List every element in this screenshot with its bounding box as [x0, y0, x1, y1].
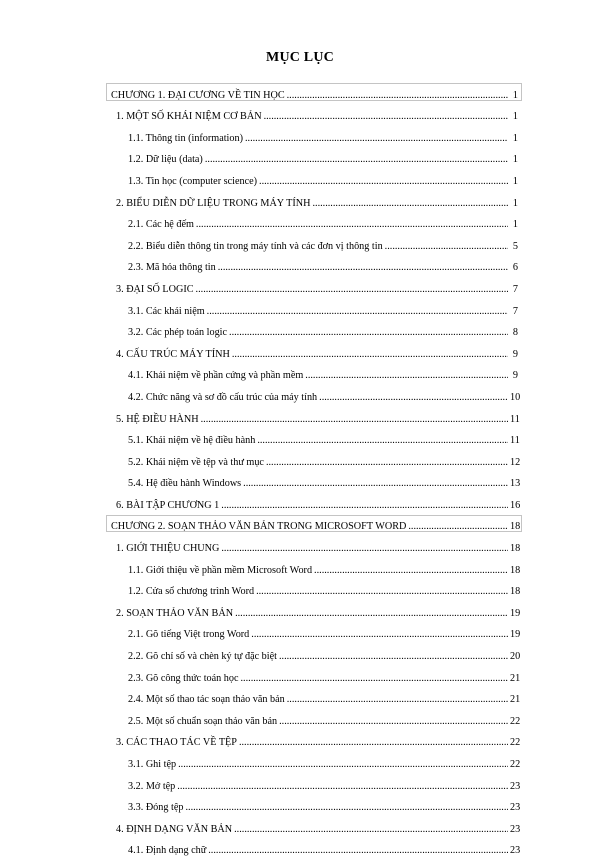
toc-page-number: 12: [510, 456, 521, 468]
toc-subsection-entry[interactable]: [0, 166, 600, 188]
toc-entry-text: 2.5. Một số chuẩn soạn thảo văn bản: [128, 715, 278, 727]
toc-section-entry[interactable]: [0, 814, 600, 836]
toc-entry-text: 1.1. Thông tin (information): [128, 132, 243, 144]
dot-leader: [235, 608, 508, 620]
toc-subsection-entry[interactable]: [0, 836, 600, 857]
dot-leader: [279, 716, 508, 728]
table-of-contents: [0, 80, 600, 857]
dot-leader: [245, 133, 508, 145]
toc-subsection-entry[interactable]: [0, 749, 600, 771]
toc-page-number: 22: [510, 759, 521, 770]
toc-subsection-entry[interactable]: [0, 771, 600, 793]
toc-page-number: 8: [512, 327, 518, 339]
toc-page-number: 16: [510, 499, 521, 511]
toc-subsection-entry[interactable]: [0, 231, 600, 253]
dot-leader: [221, 543, 508, 555]
dot-leader: [257, 435, 508, 447]
dot-leader: [279, 651, 508, 663]
toc-entry-text: 6. BÀI TẬP CHƯƠNG 1: [116, 499, 220, 511]
toc-page-number: 5: [512, 240, 518, 252]
toc-entry-text: 5.2. Khái niệm về tệp và thư mục: [128, 456, 264, 468]
toc-entry-text: CHƯƠNG 1. ĐẠI CƯƠNG VỀ TIN HỌC: [111, 89, 285, 101]
dot-leader: [208, 845, 508, 857]
toc-section-entry[interactable]: [0, 102, 600, 124]
toc-subsection-entry[interactable]: [0, 663, 600, 685]
toc-page-number: 23: [510, 845, 521, 857]
toc-section-entry[interactable]: [0, 598, 600, 620]
toc-entry-text: 3.2. Các phép toán logic: [128, 327, 228, 339]
toc-entry-text: 1. GIỚI THIỆU CHUNG: [116, 543, 220, 555]
dot-leader: [266, 457, 508, 469]
toc-entry-text: 1.2. Cửa sổ chương trình Word: [128, 586, 255, 598]
toc-entry-text: 2. BIỂU DIỄN DỮ LIỆU TRONG MÁY TÍNH: [116, 197, 311, 209]
dot-leader: [256, 586, 508, 598]
toc-page-number: 1: [512, 89, 518, 101]
dot-leader: [259, 176, 508, 188]
toc-entry-text: 2. SOẠN THẢO VĂN BẢN: [116, 607, 234, 619]
toc-page-number: 1: [512, 219, 518, 231]
toc-page-number: 23: [510, 802, 521, 814]
dot-leader: [185, 802, 508, 814]
toc-section-entry[interactable]: [0, 404, 600, 426]
toc-page-number: 20: [510, 651, 521, 663]
toc-page-number: 19: [510, 607, 521, 619]
dot-leader: [221, 500, 508, 512]
toc-subsection-entry[interactable]: [0, 382, 600, 404]
toc-entry-text: 5.1. Khái niệm về hệ điều hành: [128, 435, 256, 447]
toc-subsection-entry[interactable]: [0, 641, 600, 663]
toc-page-number: 9: [512, 370, 518, 382]
toc-page-number: 11: [510, 435, 520, 447]
toc-entry-text: 3.1. Các khái niệm: [128, 305, 205, 317]
dot-leader: [408, 521, 508, 533]
toc-entry-text: 4.1. Định dạng chữ: [128, 845, 207, 857]
dot-leader: [196, 284, 508, 296]
toc-page-number: 18: [510, 586, 521, 598]
dot-leader: [305, 370, 508, 382]
dot-leader: [232, 349, 508, 361]
toc-chapter-entry[interactable]: [0, 80, 600, 102]
dot-leader: [314, 565, 508, 577]
dot-leader: [312, 198, 508, 210]
toc-entry-text: 4.2. Chức năng và sơ đồ cấu trúc của máy tính: [128, 391, 318, 403]
dot-leader: [241, 673, 509, 685]
toc-subsection-entry[interactable]: [0, 426, 600, 448]
toc-subsection-entry[interactable]: [0, 685, 600, 707]
dot-leader: [207, 306, 508, 318]
toc-entry-text: 1.1. Giới thiệu về phần mềm Microsoft Word: [128, 564, 313, 576]
toc-subsection-entry[interactable]: [0, 706, 600, 728]
toc-page-number: 22: [510, 737, 521, 749]
toc-section-entry[interactable]: [0, 728, 600, 750]
toc-subsection-entry[interactable]: [0, 253, 600, 275]
toc-entry-text: 1. MỘT SỐ KHÁI NIỆM CƠ BẢN: [116, 111, 262, 123]
toc-entry-text: 2.2. Gõ chỉ số và chèn ký tự đặc biệt: [128, 651, 277, 663]
toc-entry-text: 2.1. Gõ tiếng Việt trong Word: [128, 629, 250, 641]
toc-page-number: 7: [512, 305, 518, 317]
dot-leader: [251, 629, 508, 641]
toc-section-entry[interactable]: [0, 274, 600, 296]
toc-entry-text: CHƯƠNG 2. SOẠN THẢO VĂN BẢN TRONG MICROSOFT WORD: [111, 521, 407, 533]
dot-leader: [218, 262, 508, 274]
dot-leader: [287, 90, 508, 102]
toc-page-number: 1: [512, 154, 518, 166]
toc-entry-text: 1.2. Dữ liệu (data): [128, 154, 203, 166]
toc-page-number: 13: [510, 478, 521, 490]
toc-entry-text: 2.3. Gõ công thức toán học: [128, 672, 239, 684]
toc-entry-text: 3. ĐẠI SỐ LOGIC: [116, 283, 194, 295]
toc-subsection-entry[interactable]: [0, 318, 600, 340]
dot-leader: [196, 219, 508, 231]
toc-page-number: 22: [510, 715, 521, 727]
toc-page-number: 7: [512, 283, 518, 295]
toc-entry-text: 3.3. Đóng tệp: [128, 802, 184, 814]
dot-leader: [229, 327, 508, 339]
toc-entry-text: 2.4. Một số thao tác soạn thảo văn bản: [128, 694, 285, 706]
dot-leader: [201, 414, 508, 426]
toc-subsection-entry[interactable]: [0, 555, 600, 577]
toc-subsection-entry[interactable]: [0, 210, 600, 232]
toc-section-entry[interactable]: [0, 339, 600, 361]
toc-page-number: 1: [512, 175, 518, 187]
toc-entry-text: 4.1. Khái niệm về phần cứng và phần mềm: [128, 370, 304, 382]
toc-page-number: 6: [512, 262, 518, 274]
toc-page-number: 18: [510, 564, 521, 576]
dot-leader: [385, 241, 508, 253]
toc-page-number: 23: [510, 780, 521, 792]
dot-leader: [205, 154, 508, 166]
dot-leader: [234, 824, 508, 836]
toc-page-number: 18: [510, 543, 521, 555]
toc-subsection-entry[interactable]: [0, 123, 600, 145]
dot-leader: [178, 759, 508, 771]
dot-leader: [243, 478, 508, 490]
toc-page-number: 10: [510, 391, 521, 403]
toc-entry-text: 5.4. Hệ điều hành Windows: [128, 478, 242, 490]
toc-entry-text: 3. CÁC THAO TÁC VỀ TỆP: [116, 737, 237, 749]
toc-entry-text: 2.3. Mã hóa thông tin: [128, 262, 216, 274]
toc-page-number: 1: [512, 197, 518, 209]
toc-page-number: 1: [512, 111, 518, 123]
dot-leader: [287, 694, 508, 706]
toc-subsection-entry[interactable]: [0, 447, 600, 469]
toc-chapter-entry[interactable]: [0, 512, 600, 534]
toc-subsection-entry[interactable]: [0, 620, 600, 642]
toc-subsection-entry[interactable]: [0, 793, 600, 815]
toc-subsection-entry[interactable]: [0, 361, 600, 383]
toc-entry-text: 1.3. Tin học (computer science): [128, 175, 258, 187]
toc-entry-text: 3.2. Mở tệp: [128, 780, 176, 792]
toc-page-number: 1: [512, 132, 518, 144]
toc-title: MỤC LỤC: [266, 50, 334, 65]
toc-section-entry[interactable]: [0, 490, 600, 512]
toc-page-number: 23: [510, 823, 521, 835]
toc-page-number: 19: [510, 629, 521, 641]
toc-entry-text: 2.1. Các hệ đếm: [128, 219, 194, 231]
toc-subsection-entry[interactable]: [0, 469, 600, 491]
dot-leader: [239, 737, 508, 749]
toc-page-number: 21: [510, 672, 521, 684]
toc-entry-text: 2.2. Biểu diễn thông tin trong máy tính và các đơn vị thông tin: [128, 240, 383, 252]
toc-section-entry[interactable]: [0, 188, 600, 210]
dot-leader: [177, 781, 508, 793]
toc-entry-text: 3.1. Ghi tệp: [128, 759, 177, 770]
toc-entry-text: 4. CẤU TRÚC MÁY TÍNH: [116, 348, 230, 360]
toc-page-number: 18: [510, 521, 521, 533]
toc-entry-text: 4. ĐỊNH DẠNG VĂN BẢN: [116, 823, 233, 835]
toc-page-number: 9: [512, 348, 518, 360]
dot-leader: [264, 111, 508, 123]
toc-section-entry[interactable]: [0, 533, 600, 555]
toc-page-number: 21: [510, 694, 521, 706]
toc-entry-text: 5. HỆ ĐIỀU HÀNH: [116, 413, 199, 425]
toc-subsection-entry[interactable]: [0, 577, 600, 599]
toc-subsection-entry[interactable]: [0, 296, 600, 318]
toc-subsection-entry[interactable]: [0, 145, 600, 167]
toc-page-number: 11: [510, 413, 520, 425]
dot-leader: [319, 392, 508, 404]
